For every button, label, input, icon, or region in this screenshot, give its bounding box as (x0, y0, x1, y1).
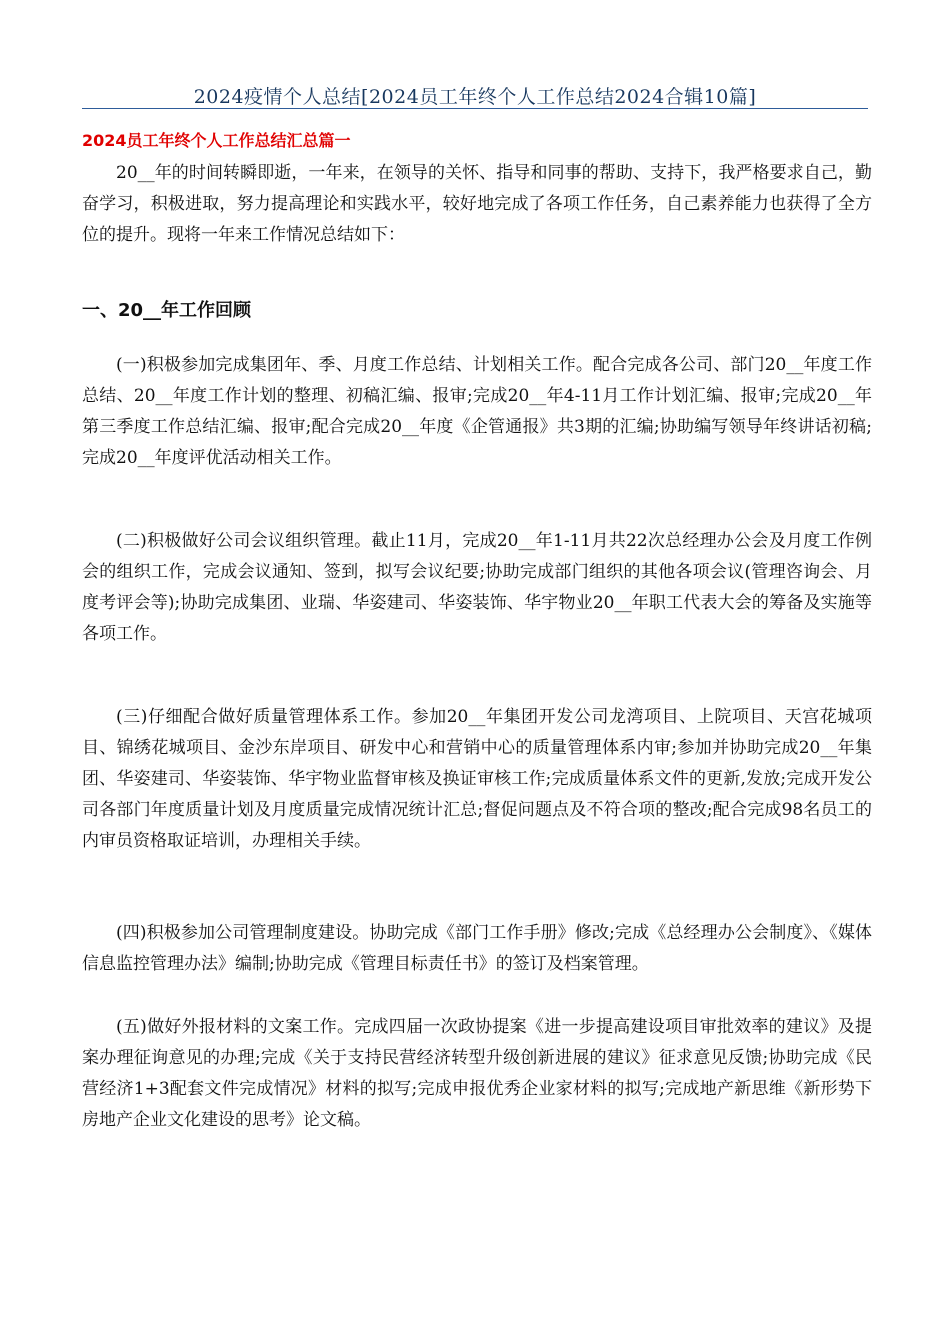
paragraph-4: (四)积极参加公司管理制度建设。协助完成《部门工作手册》修改;完成《总经理办公会制度》、《媒体信息监控管理办法》编制;协助完成《管理目标责任书》的签订及档案管理。 (82, 923, 872, 974)
page-header-title: 2024疫情个人总结[2024员工年终个人工作总结2024合辑10篇] (193, 86, 757, 108)
paragraph-3: (三)仔细配合做好质量管理体系工作。参加20__年集团开发公司龙湾项目、上院项目、天宫花城项目、锦绣花城项目、金沙东岸项目、研发中心和营销中心的质量管理体系内审;参加并协助完成20__年集团、华姿建司、华姿装饰、华宇物业监督审核及换证审核工作;完成质量体系文件的更新,发放;完成开发公司各部门年度质量计划及月度质量完成情况统计汇总;督促问题点及不符合项的整改;配合完成98名员工的内审员资格取证培训，办理相关手续。 (82, 707, 872, 851)
heading-work-review: 一、20__年工作回顾 (82, 300, 252, 321)
intro-paragraph: 20__年的时间转瞬即逝，一年来，在领导的关怀、指导和同事的帮助、支持下，我严格要求自己，勤奋学习，积极进取，努力提高理论和实践水平，较好地完成了各项工作任务，自己素养能力也获得了全方位的提升。现将一年来工作情况总结如下： (82, 163, 872, 245)
header-divider (82, 108, 868, 109)
paragraph-5: (五)做好外报材料的文案工作。完成四届一次政协提案《进一步提高建设项目审批效率的建议》及提案办理征询意见的办理;完成《关于支持民营经济转型升级创新进展的建议》征求意见反馈;协助完成《民营经济1+3配套文件完成情况》材料的拟写;完成申报优秀企业家材料的拟写;完成地产新思维《新形势下房地产企业文化建设的思考》论文稿。 (82, 1017, 872, 1130)
section-heading: 2024员工年终个人工作总结汇总篇一 (82, 131, 351, 150)
paragraph-2: (二)积极做好公司会议组织管理。截止11月，完成20__年1-11月共22次总经理办公会及月度工作例会的组织工作，完成会议通知、签到，拟写会议纪要;协助完成部门组织的其他各项会议(管理咨询会、月度考评会等);协助完成集团、业瑞、华姿建司、华姿装饰、华宇物业20__年职工代表大会的筹备及实施等各项工作。 (82, 531, 872, 644)
paragraph-1: (一)积极参加完成集团年、季、月度工作总结、计划相关工作。配合完成各公司、部门20__年度工作总结、20__年度工作计划的整理、初稿汇编、报审;完成20__年4-11月工作计划汇编、报审;完成20__年第三季度工作总结汇编、报审;配合完成20__年度《企管通报》共3期的汇编;协助编写领导年终讲话初稿;完成20__年度评优活动相关工作。 (82, 355, 872, 468)
